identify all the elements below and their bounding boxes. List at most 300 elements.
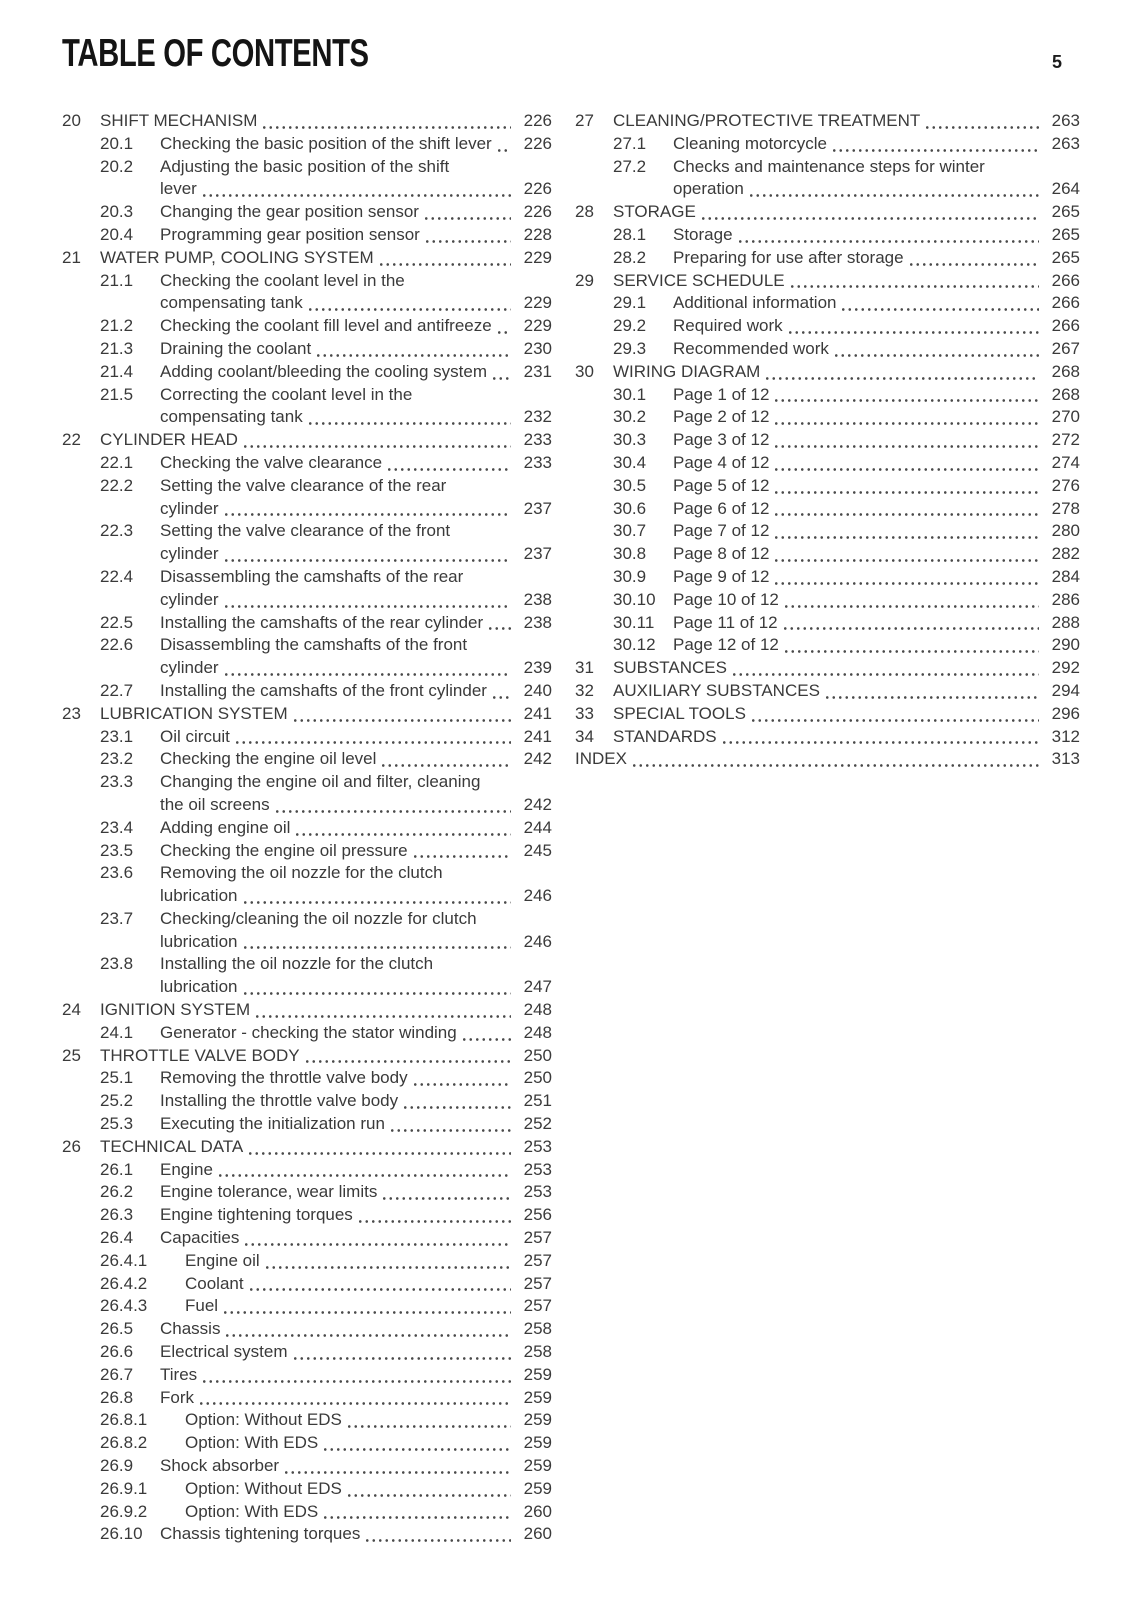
entry-page: 264 (1051, 179, 1080, 199)
entry-page: 250 (523, 1045, 552, 1065)
toc-entry (62, 292, 552, 315)
toc-entry (62, 498, 552, 521)
entry-title: cylinder (160, 589, 219, 609)
dot-leader (223, 657, 511, 680)
dot-leader (261, 110, 511, 133)
toc-entry (62, 657, 552, 680)
dot-leader (346, 1478, 511, 1501)
toc-entry (62, 361, 552, 384)
entry-number: 22.4 (100, 566, 134, 586)
entry-title: Fork (160, 1387, 194, 1407)
entry-number: 22 (62, 430, 81, 450)
dot-leader (773, 566, 1039, 589)
entry-title: Disassembling the camshafts of the front (160, 635, 468, 655)
entry-title: Page 12 of 12 (673, 635, 779, 655)
entry-page: 267 (1051, 338, 1080, 358)
dot-leader (773, 406, 1039, 429)
entry-title: Disassembling the camshafts of the rear (160, 566, 464, 586)
toc-entry (575, 156, 1080, 179)
toc-entry (62, 247, 552, 270)
toc-entry (62, 406, 552, 429)
dot-leader (496, 133, 511, 156)
entry-number: 23.1 (100, 726, 134, 746)
entry-number: 20 (62, 111, 81, 130)
entry-number: 23.2 (100, 749, 134, 769)
entry-number: 26.8.2 (100, 1433, 148, 1453)
toc-entry (62, 1227, 552, 1250)
toc-entry (62, 1387, 552, 1410)
entry-page: 228 (523, 224, 552, 244)
entry-title: Checks and maintenance steps for winter (673, 156, 985, 176)
entry-title: Checking the basic position of the shift lever (160, 133, 492, 153)
dot-leader (496, 315, 511, 338)
toc-entry (62, 543, 552, 566)
entry-title: Preparing for use after storage (673, 247, 904, 267)
dot-leader (378, 247, 511, 270)
entry-number: 22.2 (100, 475, 134, 495)
dot-leader (402, 1090, 511, 1113)
dot-leader (247, 1136, 511, 1159)
entry-number: 22.6 (100, 635, 134, 655)
toc-entry (575, 384, 1080, 407)
dot-leader (242, 885, 512, 908)
entry-number: 28.1 (613, 224, 647, 244)
entry-title: Storage (673, 224, 733, 244)
toc-entry (62, 771, 552, 794)
entry-page: 226 (523, 179, 552, 199)
entry-number: 33 (575, 703, 594, 723)
toc-entry (62, 748, 552, 771)
toc-entry (62, 178, 552, 201)
entry-title: Engine (160, 1159, 213, 1179)
entry-number: 23 (62, 703, 81, 723)
entry-number: 21.4 (100, 361, 134, 381)
toc-entry (62, 1432, 552, 1455)
entry-page: 296 (1051, 703, 1080, 723)
dot-leader (424, 224, 511, 247)
entry-title: Changing the gear position sensor (160, 202, 419, 222)
toc-entry (62, 520, 552, 543)
entry-page: 242 (523, 794, 552, 814)
entry-number: 26.5 (100, 1319, 134, 1339)
entry-title: LUBRICATION SYSTEM (100, 703, 288, 723)
entry-number: 27.1 (613, 133, 647, 153)
toc-entry (62, 726, 552, 749)
toc-entry (62, 1364, 552, 1387)
dot-leader (389, 1113, 511, 1136)
entry-title: Checking the coolant level in the (160, 270, 405, 290)
toc-entry (62, 1136, 552, 1159)
entry-title: lubrication (160, 977, 238, 997)
toc-entry (575, 361, 1080, 384)
entry-page: 233 (523, 430, 552, 450)
entry-number: 26.8 (100, 1387, 134, 1407)
entry-number: 26.8.1 (100, 1410, 148, 1430)
dot-leader (737, 224, 1039, 247)
entry-title: Page 4 of 12 (673, 452, 770, 472)
toc-entry (575, 110, 1080, 133)
entry-title: AUXILIARY SUBSTANCES (613, 680, 820, 700)
dot-leader (274, 794, 511, 817)
entry-number: 27.2 (613, 156, 647, 176)
entry-title: Adjusting the basic position of the shift (160, 156, 450, 176)
dot-leader (773, 452, 1039, 475)
toc-entry (62, 1455, 552, 1478)
entry-number: 23.5 (100, 840, 134, 860)
dot-leader (223, 543, 511, 566)
entry-number: 20.3 (100, 202, 134, 222)
entry-title: Draining the coolant (160, 338, 312, 358)
toc-entry (575, 703, 1080, 726)
entry-title: SUBSTANCES (613, 658, 727, 678)
entry-page: 245 (523, 840, 552, 860)
entry-page: 313 (1051, 749, 1080, 769)
entry-title: Page 10 of 12 (673, 589, 779, 609)
entry-number: 30.1 (613, 384, 647, 404)
dot-leader (773, 429, 1039, 452)
dot-leader (307, 406, 511, 429)
toc-entry (575, 133, 1080, 156)
entry-number: 21.2 (100, 316, 134, 336)
entry-title: STANDARDS (613, 726, 717, 746)
entry-number: 21 (62, 247, 81, 267)
toc-entry (62, 270, 552, 293)
dot-leader (292, 1341, 511, 1364)
dot-leader (731, 657, 1039, 680)
entry-title: Required work (673, 316, 783, 336)
toc-column-left (62, 110, 552, 1546)
entry-title: Shock absorber (160, 1456, 280, 1476)
entry-page: 239 (523, 658, 552, 678)
toc-entry (62, 475, 552, 498)
toc-entry (62, 1113, 552, 1136)
entry-number: 20.2 (100, 156, 134, 176)
dot-leader (242, 976, 512, 999)
dot-leader (346, 1409, 511, 1432)
toc-entry (575, 543, 1080, 566)
dot-leader (264, 1250, 511, 1273)
toc-entry (62, 976, 552, 999)
entry-title: Option: Without EDS (185, 1478, 342, 1498)
dot-leader (840, 292, 1039, 315)
entry-number: 22.7 (100, 680, 134, 700)
toc-entry (62, 1022, 552, 1045)
entry-page: 247 (523, 977, 552, 997)
entry-title: Page 9 of 12 (673, 566, 770, 586)
entry-title: cylinder (160, 658, 219, 678)
dot-leader (198, 1387, 511, 1410)
entry-title: Cleaning motorcycle (673, 133, 828, 153)
entry-page: 226 (523, 202, 552, 222)
entry-page: 278 (1051, 498, 1080, 518)
dot-leader (423, 201, 511, 224)
entry-number: 26.9.1 (100, 1478, 148, 1498)
toc-entry (62, 862, 552, 885)
entry-title: Page 8 of 12 (673, 544, 770, 564)
entry-title: cylinder (160, 544, 219, 564)
toc-entry (62, 953, 552, 976)
toc-entry (62, 680, 552, 703)
entry-title: Option: With EDS (185, 1433, 319, 1453)
entry-title: Electrical system (160, 1342, 288, 1362)
entry-page: 257 (523, 1250, 552, 1270)
entry-number: 28 (575, 202, 594, 222)
entry-title: Chassis (160, 1319, 221, 1339)
toc-entry (62, 315, 552, 338)
entry-page: 252 (523, 1114, 552, 1134)
dot-leader (224, 1318, 511, 1341)
dot-leader (782, 612, 1039, 635)
dot-leader (773, 384, 1039, 407)
entry-page: 270 (1051, 407, 1080, 427)
toc-entry (62, 1250, 552, 1273)
toc-entry (575, 657, 1080, 680)
entry-number: 26.9.2 (100, 1501, 148, 1521)
dot-leader (201, 1364, 511, 1387)
dot-leader (764, 361, 1039, 384)
toc-entry (575, 270, 1080, 293)
toc-entry (62, 1318, 552, 1341)
entry-title: lubrication (160, 886, 238, 906)
entry-title: Setting the valve clearance of the front (160, 521, 451, 541)
entry-page: 257 (523, 1273, 552, 1293)
entry-title: Page 2 of 12 (673, 407, 770, 427)
entry-number: 30.7 (613, 521, 647, 541)
entry-page: 253 (523, 1136, 552, 1156)
dot-leader (491, 361, 511, 384)
entry-page: 258 (523, 1319, 552, 1339)
dot-leader (924, 110, 1039, 133)
entry-number: 30.3 (613, 430, 647, 450)
entry-title: Correcting the coolant level in the (160, 384, 413, 404)
entry-title: STORAGE (613, 202, 696, 222)
entry-title: operation (673, 179, 744, 199)
entry-page: 237 (523, 498, 552, 518)
entry-number: 26.1 (100, 1159, 134, 1179)
toc-entry (575, 406, 1080, 429)
dot-leader (223, 589, 511, 612)
entry-title: Fuel (185, 1296, 219, 1316)
entry-number: 26.4 (100, 1228, 134, 1248)
entry-number: 26.4.3 (100, 1296, 148, 1316)
entry-page: 265 (1051, 247, 1080, 267)
entry-title: Additional information (673, 293, 837, 313)
entry-number: 29 (575, 270, 594, 290)
dot-leader (773, 475, 1039, 498)
entry-page: 259 (523, 1456, 552, 1476)
toc-entry (575, 315, 1080, 338)
entry-number: 25.2 (100, 1091, 134, 1111)
toc-entry (62, 1067, 552, 1090)
entry-number: 29.3 (613, 338, 647, 358)
entry-page: 238 (523, 589, 552, 609)
entry-title: Page 6 of 12 (673, 498, 770, 518)
entry-page: 251 (523, 1091, 552, 1111)
entry-number: 30.8 (613, 544, 647, 564)
entry-page: 260 (523, 1524, 552, 1544)
entry-title: Checking/cleaning the oil nozzle for clutch (160, 908, 477, 928)
dot-leader (364, 1523, 511, 1546)
entry-page: 258 (523, 1342, 552, 1362)
entry-number: 26.9 (100, 1456, 134, 1476)
toc-entry (62, 1090, 552, 1113)
page-number: 5 (1051, 52, 1062, 72)
dot-leader (783, 589, 1039, 612)
toc-entry (62, 338, 552, 361)
toc-entry (62, 1409, 552, 1432)
entry-number: 25.3 (100, 1114, 134, 1134)
entry-page: 259 (523, 1478, 552, 1498)
entry-page: 229 (523, 293, 552, 313)
entry-page: 248 (523, 1022, 552, 1042)
entry-title: Installing the camshafts of the front cylinder (160, 680, 487, 700)
entry-page: 253 (523, 1182, 552, 1202)
dot-leader (222, 1295, 511, 1318)
entry-page: 263 (1051, 133, 1080, 153)
toc-entry (575, 748, 1080, 771)
entry-page: 256 (523, 1205, 552, 1225)
entry-title: THROTTLE VALVE BODY (100, 1045, 300, 1065)
entry-page: 241 (523, 703, 552, 723)
entry-number: 23.8 (100, 954, 134, 974)
entry-title: Programming gear position sensor (160, 224, 420, 244)
entry-number: 26 (62, 1136, 81, 1156)
toc-entry (62, 885, 552, 908)
entry-title: CYLINDER HEAD (100, 430, 238, 450)
toc-entry (62, 1341, 552, 1364)
toc-entry (62, 1273, 552, 1296)
dot-leader (248, 1273, 511, 1296)
entry-title: Oil circuit (160, 726, 230, 746)
toc-entry (62, 1523, 552, 1546)
entry-number: 28.2 (613, 247, 647, 267)
toc-entry (575, 680, 1080, 703)
dot-leader (242, 429, 511, 452)
entry-page: 226 (523, 133, 552, 153)
dot-leader (487, 612, 511, 635)
entry-page: 231 (523, 361, 552, 381)
dot-leader (833, 338, 1039, 361)
entry-page: 259 (523, 1410, 552, 1430)
toc-entry (62, 908, 552, 931)
toc-entry (575, 201, 1080, 224)
entry-number: 30.4 (613, 452, 647, 472)
entry-number: 25.1 (100, 1068, 134, 1088)
toc-entry (575, 634, 1080, 657)
dot-leader (381, 1181, 511, 1204)
entry-number: 21.1 (100, 270, 134, 290)
dot-leader (322, 1501, 511, 1524)
toc-entry (62, 612, 552, 635)
dot-leader (357, 1204, 511, 1227)
entry-title: Generator - checking the stator winding (160, 1022, 457, 1042)
entry-number: 26.3 (100, 1205, 134, 1225)
entry-title: IGNITION SYSTEM (100, 1000, 251, 1020)
entry-number: 30.5 (613, 475, 647, 495)
entry-number: 30.10 (613, 589, 656, 609)
entry-page: 237 (523, 544, 552, 564)
entry-title: Recommended work (673, 338, 829, 358)
entry-title: SPECIAL TOOLS (613, 703, 746, 723)
entry-number: 27 (575, 111, 594, 130)
entry-page: 272 (1051, 430, 1080, 450)
entry-page: 266 (1051, 316, 1080, 336)
page-title: TABLE OF CONTENTS (62, 32, 369, 75)
dot-leader (217, 1159, 511, 1182)
entry-title: the oil screens (160, 794, 270, 814)
entry-title: Coolant (185, 1273, 244, 1293)
entry-number: 25 (62, 1045, 81, 1065)
dot-leader (304, 1045, 511, 1068)
entry-number: 30.12 (613, 635, 656, 655)
dot-leader (201, 178, 511, 201)
entry-page: 229 (523, 316, 552, 336)
toc-entry (62, 794, 552, 817)
entry-number: 31 (575, 658, 594, 678)
dot-leader (254, 999, 511, 1022)
entry-title: Installing the camshafts of the rear cylinder (160, 612, 484, 632)
entry-title: SHIFT MECHANISM (100, 111, 258, 130)
entry-number: 29.2 (613, 316, 647, 336)
toc-entry (575, 224, 1080, 247)
entry-number: 30.11 (613, 612, 655, 632)
dot-leader (380, 748, 511, 771)
entry-page: 265 (1051, 202, 1080, 222)
entry-page: 259 (523, 1364, 552, 1384)
entry-page: 266 (1051, 293, 1080, 313)
dot-leader (721, 726, 1039, 749)
dot-leader (773, 498, 1039, 521)
entry-title: Page 7 of 12 (673, 521, 770, 541)
dot-leader (748, 178, 1039, 201)
toc-entry (62, 1045, 552, 1068)
entry-title: Adding engine oil (160, 817, 291, 837)
toc-entry (62, 817, 552, 840)
entry-page: 266 (1051, 270, 1080, 290)
entry-title: Changing the engine oil and filter, cleaning (160, 772, 481, 792)
entry-number: 34 (575, 726, 594, 746)
entry-number: 24.1 (100, 1022, 134, 1042)
entry-page: 292 (1051, 658, 1080, 678)
dot-leader (412, 1067, 511, 1090)
toc-entry (62, 1181, 552, 1204)
entry-page: 268 (1051, 361, 1080, 381)
dot-leader (773, 520, 1039, 543)
entry-number: 32 (575, 680, 594, 700)
entry-number: 26.6 (100, 1342, 134, 1362)
dot-leader (773, 543, 1039, 566)
entry-title: Installing the oil nozzle for the clutch (160, 954, 434, 974)
entry-title: SERVICE SCHEDULE (613, 270, 785, 290)
entry-number: 24 (62, 1000, 81, 1020)
entry-number: 26.4.2 (100, 1273, 148, 1293)
entry-title: Page 5 of 12 (673, 475, 770, 495)
dot-leader (461, 1022, 511, 1045)
entry-page: 248 (523, 1000, 552, 1020)
toc-entry (575, 475, 1080, 498)
toc-entry (62, 589, 552, 612)
entry-page: 259 (523, 1433, 552, 1453)
toc-entry (62, 384, 552, 407)
entry-title: INDEX (575, 749, 627, 769)
entry-page: 294 (1051, 680, 1080, 700)
entry-title: Checking the engine oil pressure (160, 840, 408, 860)
toc-entry (575, 566, 1080, 589)
dot-leader (412, 840, 511, 863)
dot-leader (831, 133, 1039, 156)
entry-page: 257 (523, 1228, 552, 1248)
dot-leader (700, 201, 1039, 224)
